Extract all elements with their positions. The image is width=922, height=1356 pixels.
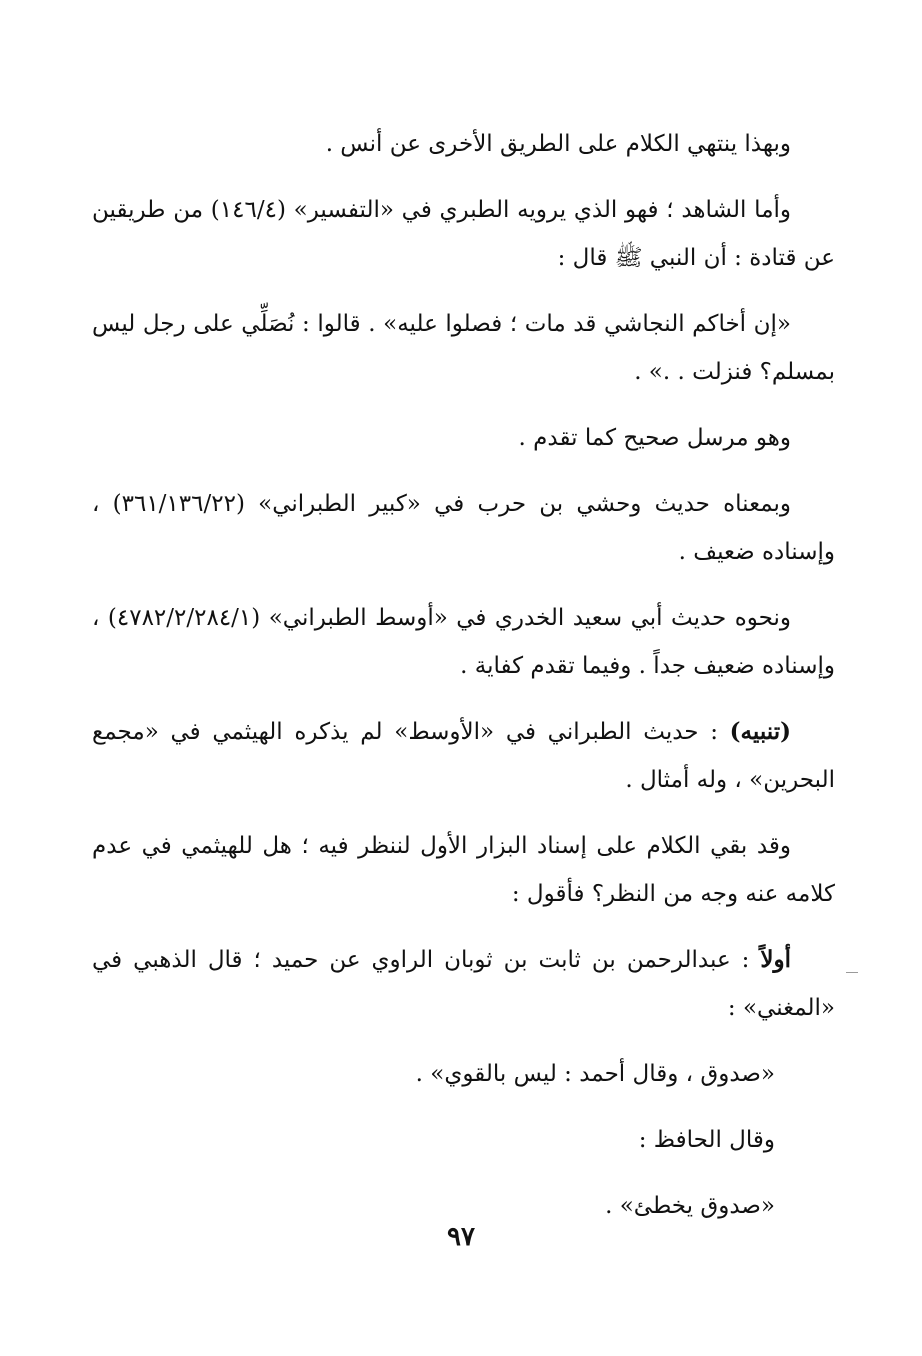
paragraph-5: وبمعناه حديث وحشي بن حرب في «كبير الطبراني» (٣٦١/١٣٦/٢٢) ، وإسناده ضعيف . [92,491,835,565]
paragraph-7-note: (تنبيه) : حديث الطبراني في «الأوسط» لم يذكره الهيثمي في «مجمع البحرين» ، وله أمثال . [92,718,835,793]
quote-1: «صدوق ، وقال أحمد : ليس بالقوي» . [415,1061,775,1087]
paragraph-9: أولاً : عبدالرحمن بن ثابت بن ثوبان الراوي عن حميد ؛ قال الذهبي في «المغني» : [92,946,835,1021]
paragraph-2: وأما الشاهد ؛ فهو الذي يرويه الطبري في «التفسير» (١٤٦/٤) من طريقين عن قتادة : أن النبي ﷺ قال : [92,197,835,271]
paragraph-8: وقد بقي الكلام على إسناد البزار الأول لننظر فيه ؛ هل للهيثمي في عدم كلامه عنه وجه من النظر؟ فأقول : [92,833,835,907]
paragraph-6: ونحوه حديث أبي سعيد الخدري في «أوسط الطبراني» (٤٧٨٢/٢/٢٨٤/١) ، وإسناده ضعيف جداً . وفيما تقدم كفاية . [92,605,835,679]
first-point-label: أولاً [760,946,791,973]
page-number: ٩٧ [447,1222,475,1252]
margin-mark [846,972,858,973]
quote-3: «صدوق يخطئ» . [605,1193,775,1219]
paragraph-4: وهو مرسل صحيح كما تقدم . [518,425,791,451]
page-body [92,120,835,1248]
note-label: (تنبيه) [729,718,791,745]
quote-2: وقال الحافظ : [638,1127,775,1153]
paragraph-3: «إن أخاكم النجاشي قد مات ؛ فصلوا عليه» . قالوا : نُصَلِّي على رجل ليس بمسلم؟ فنزلت . .» . [92,311,835,385]
paragraph-1: وبهذا ينتهي الكلام على الطريق الأخرى عن أنس . [325,131,791,157]
